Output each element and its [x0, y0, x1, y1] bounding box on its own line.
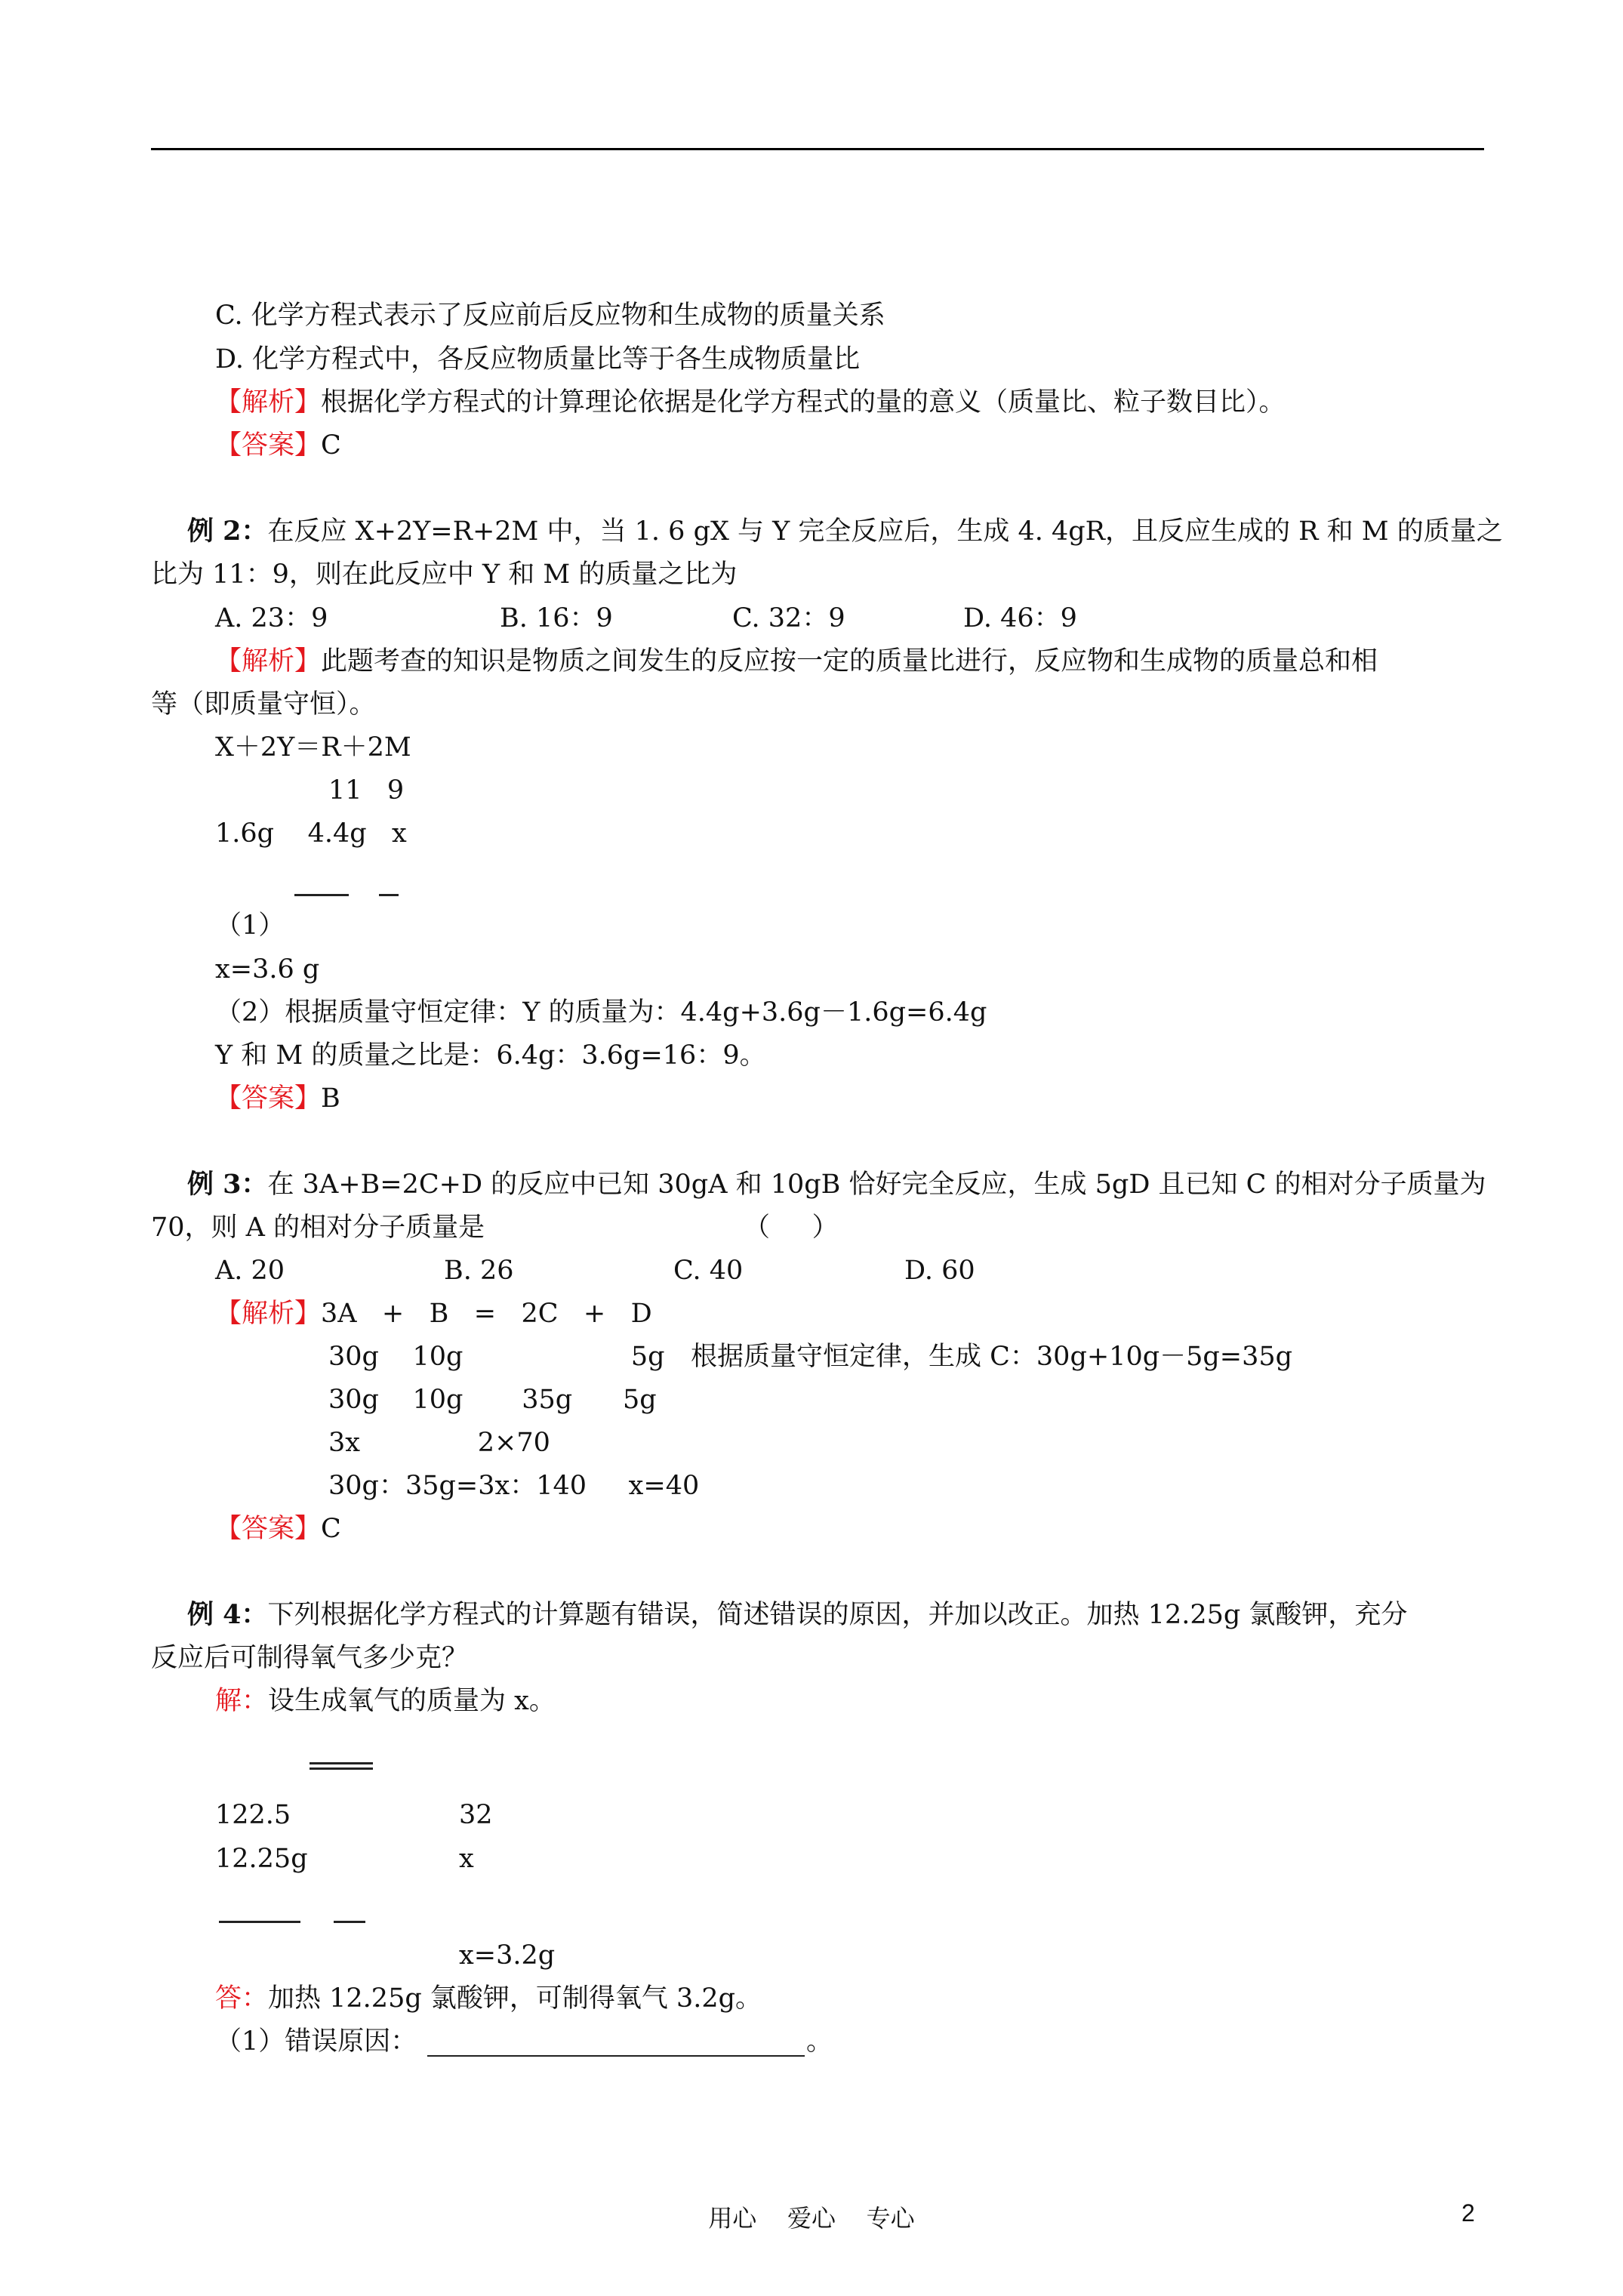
- q2-analysis-line2: 等（即质量守恒）。: [151, 689, 376, 720]
- analysis-tag: 【解析】: [215, 387, 322, 418]
- equation-double-bar: [310, 1762, 373, 1764]
- q4-stem-line2: 反应后可制得氧气多少克？: [151, 1643, 469, 1673]
- q2-step1: （1）: [215, 911, 285, 941]
- q3-paren: （ ）: [744, 1213, 839, 1243]
- equation-double-bar: [310, 1767, 373, 1770]
- q3-row1: 30g 10g 5g: [328, 1342, 665, 1372]
- fraction-bar: [219, 1921, 300, 1923]
- solution-text: 设生成氧气的质量为 x。: [268, 1686, 556, 1716]
- q1-analysis: [215, 386, 1286, 419]
- q3-row2: 30g 10g 35g 5g: [328, 1385, 657, 1415]
- fraction-bar: [334, 1921, 365, 1923]
- q2-option-d: D. 46：9: [963, 603, 1077, 633]
- q3-option-d: D. 60: [904, 1256, 975, 1286]
- page-number: 2: [1461, 2199, 1475, 2227]
- q2-option-a: A. 23：9: [215, 603, 328, 633]
- q4-stem-text: 下列根据化学方程式的计算题有错误，简述错误的原因，并加以改正。加热 12.25g 氯酸钾，充分: [267, 1600, 1408, 1630]
- analysis-text: 根据化学方程式的计算理论依据是化学方程式的量的意义（质量比、粒子数目比）。: [321, 387, 1286, 418]
- q2-stem-text: 在反应 X+2Y=R+2M 中，当 1. 6 gX 与 Y 完全反应后，生成 4. 4gR，且反应生成的 R 和 M 的质量之: [267, 516, 1503, 547]
- fraction-bar: [294, 894, 349, 896]
- q3-stem-text: 在 3A+B=2C+D 的反应中已知 30gA 和 10gB 恰好完全反应，生成 5gD 且已知 C 的相对分子质量为: [267, 1170, 1486, 1200]
- answer-tag: 【答案】: [215, 430, 322, 461]
- q2-equation: X＋2Y＝R＋2M: [215, 732, 411, 763]
- solution-tag: 解：: [215, 1686, 269, 1716]
- q2-analysis-line1: [215, 645, 1378, 678]
- q3-label: 例 3：: [187, 1169, 268, 1200]
- q3-row1-note: 根据质量守恒定律，生成 C：30g+10g－5g=35g: [691, 1342, 1293, 1372]
- q4-solution: [215, 1684, 556, 1718]
- q1-option-c: C. 化学方程式表示了反应前后反应物和生成物的质量关系: [215, 300, 885, 331]
- q4-row2-right: x: [459, 1844, 474, 1874]
- q3-option-c: C. 40: [673, 1256, 744, 1286]
- q2-answer: [215, 1082, 340, 1115]
- q3-row4: 30g：35g=3x：140 x=40: [328, 1471, 700, 1501]
- q1-option-d: D. 化学方程式中，各反应物质量比等于各生成物质量比: [215, 344, 861, 374]
- q2-conclusion: Y 和 M 的质量之比是：6.4g：3.6g=16：9。: [215, 1040, 766, 1071]
- answer-tag: 【答案】: [215, 1514, 322, 1544]
- q1-answer: [215, 429, 341, 462]
- q3-stem-line1: [187, 1168, 1486, 1201]
- q4-x-result: x=3.2g: [459, 1940, 556, 1971]
- q3-option-a: A. 20: [215, 1256, 285, 1286]
- q4-stem-line1: [187, 1598, 1407, 1632]
- analysis-text: 此题考查的知识是物质之间发生的反应按一定的质量比进行，反应物和生成物的质量总和相: [321, 646, 1378, 676]
- q4-error-label: （1）错误原因：: [215, 2026, 417, 2057]
- header-rule: [151, 148, 1484, 150]
- analysis-tag: 【解析】: [215, 646, 322, 676]
- q4-answer: [215, 1982, 762, 2015]
- q2-stem-line1: [187, 515, 1503, 548]
- answer-text: C: [321, 1514, 341, 1544]
- q3-answer: [215, 1512, 341, 1546]
- q4-row1-left: 122.5: [215, 1800, 291, 1830]
- q4-error-end: 。: [806, 2026, 833, 2057]
- fraction-bar: [379, 894, 399, 896]
- q4-row2-left: 12.25g: [215, 1844, 308, 1874]
- answer-tag: 【答案】: [215, 1083, 322, 1114]
- answer-text: 加热 12.25g 氯酸钾，可制得氧气 3.2g。: [268, 1983, 762, 2014]
- q2-mass-row: 1.6g 4.4g x: [215, 818, 407, 849]
- q2-option-b: B. 16：9: [500, 603, 613, 633]
- q4-label: 例 4：: [187, 1599, 268, 1630]
- q2-stem-line2: 比为 11：9，则在此反应中 Y 和 M 的质量之比为: [151, 559, 738, 590]
- answer-text: B: [321, 1083, 340, 1114]
- q4-row1-right: 32: [459, 1800, 493, 1830]
- answer-text: C: [321, 430, 341, 461]
- q3-row3: 3x 2×70: [328, 1428, 550, 1458]
- q3-option-b: B. 26: [444, 1256, 514, 1286]
- q2-ratio-row: 11 9: [328, 775, 405, 806]
- q2-x-result: x=3.6 g: [215, 954, 320, 985]
- q2-step2: （2）根据质量守恒定律：Y 的质量为：4.4g+3.6g－1.6g=6.4g: [215, 997, 987, 1028]
- q3-stem-line2: 70，则 A 的相对分子质量是: [151, 1213, 485, 1243]
- q3-eq-line: 3A + B = 2C + D: [321, 1299, 652, 1329]
- footer-motto: 用心 爱心 专心: [708, 2204, 915, 2233]
- answer-tag: 答：: [215, 1983, 269, 2014]
- q2-label: 例 2：: [187, 516, 268, 547]
- analysis-tag: 【解析】: [215, 1299, 322, 1329]
- answer-blank-line: [427, 2055, 805, 2057]
- q2-option-c: C. 32：9: [732, 603, 845, 633]
- q3-analysis: [215, 1297, 652, 1330]
